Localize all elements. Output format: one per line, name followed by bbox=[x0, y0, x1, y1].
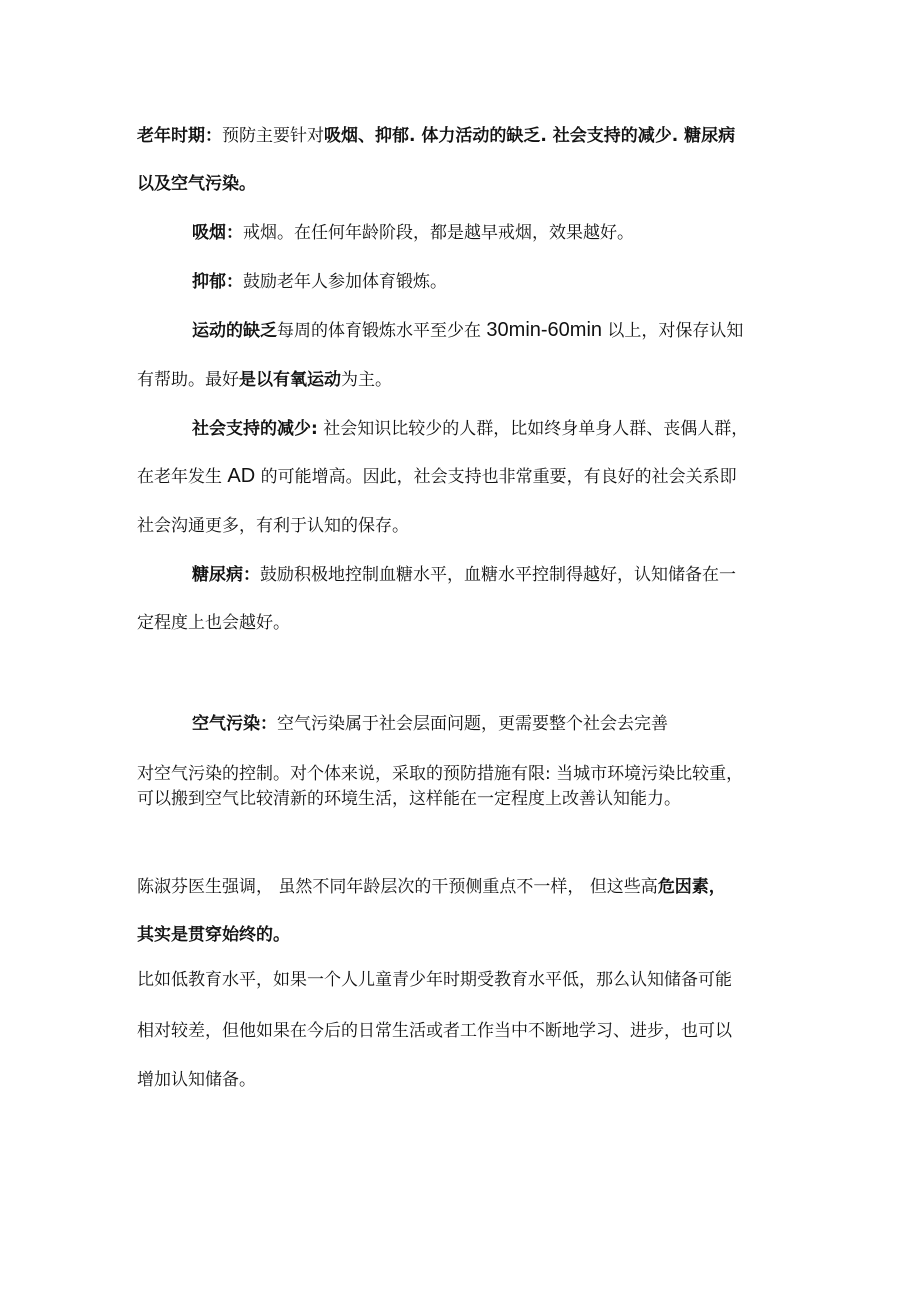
exercise-paragraph bbox=[192, 318, 743, 343]
exercise-text-post: 以上，对保存认知 bbox=[607, 321, 744, 341]
education-paragraph bbox=[137, 968, 732, 992]
exercise-emphasis: 是以有氧运动 bbox=[239, 370, 341, 390]
exercise-line2-post: 为主。 bbox=[341, 370, 392, 390]
pollution-label: 空气污染： bbox=[192, 714, 277, 734]
elderly-intro: 预防主要针对 bbox=[222, 126, 324, 146]
depression-text: 鼓励老年人参加体育锻炼。 bbox=[243, 272, 447, 292]
doctor-line2: 其实是贯穿始终的。 bbox=[137, 925, 290, 945]
exercise-amount: 30min-60min bbox=[486, 319, 603, 341]
social-line3: 社会沟通更多，有利于认知的保存。 bbox=[137, 516, 409, 536]
pollution-paragraph-cont bbox=[137, 762, 743, 786]
education-line1: 比如低教育水平，如果一个人儿童青少年时期受教育水平低，那么认知储备可能 bbox=[137, 970, 732, 990]
education-line2: 相对较差，但他如果在今后的日常生活或者工作当中不断地学习、进步，也可以 bbox=[137, 1021, 732, 1041]
depression-label: 抑郁： bbox=[192, 272, 243, 292]
pollution-line1: 空气污染属于社会层面问题，更需要整个社会去完善 bbox=[277, 714, 668, 734]
social-label: 社会支持的减少: bbox=[192, 419, 318, 439]
education-paragraph-end bbox=[137, 1068, 256, 1092]
exercise-paragraph-cont bbox=[137, 368, 392, 392]
diabetes-label: 糖尿病： bbox=[192, 565, 260, 585]
diabetes-line2: 定程度上也会越好。 bbox=[137, 613, 290, 633]
elderly-factors: 吸烟、抑郁. 体力活动的缺乏. 社会支持的减少. 糖尿病 bbox=[324, 126, 736, 146]
doctor-paragraph-cont bbox=[137, 923, 290, 947]
exercise-line2: 有帮助。最好 bbox=[137, 370, 239, 390]
social-paragraph-end bbox=[137, 514, 409, 538]
doctor-emphasis: 危因素， bbox=[657, 877, 726, 897]
doctor-line1: 陈淑芬医生强调， 虽然不同年龄层次的干预侧重点不一样， 但这些高 bbox=[137, 877, 658, 897]
smoking-label: 吸烟： bbox=[192, 223, 243, 243]
smoking-paragraph bbox=[192, 221, 634, 245]
social-line2: 在老年发生 bbox=[137, 467, 222, 487]
social-line1: 社会知识比较少的人群，比如终身单身人群、丧偶人群， bbox=[323, 419, 749, 439]
diabetes-line1: 鼓励积极地控制血糖水平，血糖水平控制得越好，认知储备在一 bbox=[260, 565, 736, 585]
pollution-line2: 对空气污染的控制。对个体来说，采取的预防措施有限: 当城市环境污染比较重， bbox=[137, 764, 744, 784]
exercise-text: 每周的体育锻炼水平至少在 bbox=[277, 321, 481, 341]
depression-paragraph bbox=[192, 270, 447, 294]
social-line2-post: 的可能增高。因此，社会支持也非常重要，有良好的社会关系即 bbox=[260, 467, 737, 487]
social-ad: AD bbox=[227, 465, 256, 487]
education-paragraph-cont bbox=[137, 1019, 732, 1043]
social-paragraph bbox=[192, 417, 748, 441]
doctor-paragraph bbox=[137, 875, 726, 899]
diabetes-paragraph-cont bbox=[137, 611, 290, 635]
elderly-label: 老年时期： bbox=[137, 126, 222, 146]
social-paragraph-cont bbox=[137, 464, 737, 489]
elderly-paragraph-cont bbox=[137, 172, 256, 196]
diabetes-paragraph bbox=[192, 563, 736, 587]
pollution-paragraph-end bbox=[137, 787, 681, 811]
pollution-line3: 可以搬到空气比较清新的环境生活，这样能在一定程度上改善认知能力。 bbox=[137, 789, 681, 809]
smoking-text: 戒烟。在任何年龄阶段，都是越早戒烟，效果越好。 bbox=[243, 223, 634, 243]
elderly-paragraph bbox=[137, 124, 735, 148]
exercise-label: 运动的缺乏 bbox=[192, 321, 277, 341]
elderly-factors-cont: 以及空气污染。 bbox=[137, 174, 256, 194]
pollution-paragraph bbox=[192, 712, 668, 736]
education-line3: 增加认知储备。 bbox=[137, 1070, 256, 1090]
